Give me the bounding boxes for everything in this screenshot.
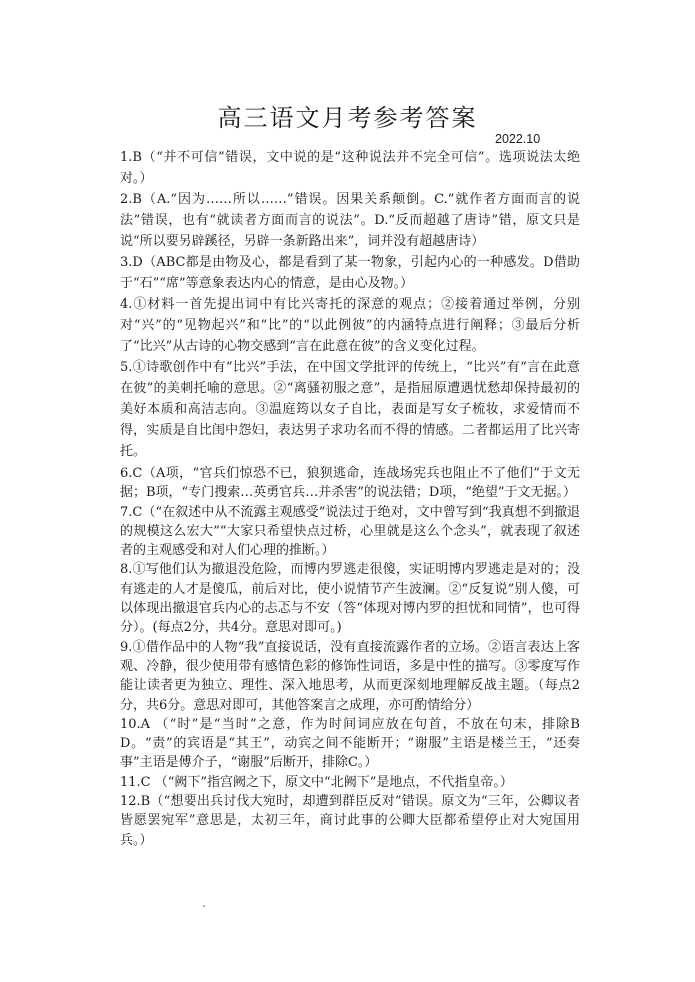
answer-item-7: 7.C（“在叙述中从不流露主观感受”说法过于绝对，文中曾写到“我真想不到撤退的规模这么宏大”“大家只希望快点过桥，心里就是这么个念头”，就表现了叙述者的主观感受和对人们心理的推断。） [120, 504, 580, 559]
answer-item-1: 1.B（“并不可信”错误，文中说的是“这种说法并不完全可信”。选项说法太绝对。） [120, 150, 580, 186]
document-title: 高三语文月考参考答案 [217, 104, 478, 132]
answer-item-2: 2.B（A.“因为……所以……”错误。因果关系颠倒。C.“就作者方面而言的说法”错误，也有“就读者方面而言的说法”。D.“反而超越了唐诗”错，原文只是说“所以要另辟蹊径，另辟一条新路出来”，词并没有超越唐诗） [120, 192, 580, 249]
answer-item-11: 11.C （“阙下”指宫阙之下，原文中“北阙下”是地点，不代指皇帝。） [120, 774, 513, 790]
answer-item-4: 4.①材料一首先提出词中有比兴寄托的深意的观点；②接着通过举例，分别对“兴”的“见物起兴”和“比”的“以此例彼”的内涵特点进行阐释；③最后分析了“比兴”从古诗的心物交感到“言在此意在彼”的含义变化过程。 [120, 297, 580, 354]
answer-item-8: 8.①写他们认为撤退没危险，而博内罗逃走很傻，实证明博内罗逃走是对的；没有逃走的人才是傻瓜，前后对比，使小说情节产生波澜。②“反复说”别人傻，可以体现出撤退官兵内心的忐忑与不安（答“体现对博内罗的担忧和同情”，也可得分）。(每点2分，共4分。意思对即可。) [120, 562, 580, 636]
answer-list [120, 147, 580, 850]
scan-speck [203, 905, 205, 907]
answer-item-10: 10.A （“时”是“当时”之意，作为时间词应放在句首，不放在句末，排除BD。“责”的宾语是“其王”，动宾之间不能断开；“谢服”主语是楼兰王，“还奏事”主语是傅介子，“谢服”后断开，排除C。） [120, 716, 580, 771]
answer-item-3: 3.D（ABC都是由物及心，都是看到了某一物象，引起内心的一种感发。D借助于“石”“席”等意象表达内心的情意，是由心及物。） [120, 255, 580, 291]
answer-item-12: 12.B（“想要出兵讨伐大宛时，却遭到群臣反对”错误。原文为“三年，公卿议者皆愿罢宛军”意思是，太初三年，商讨此事的公卿大臣都希望停止对大宛国用兵。） [120, 794, 580, 848]
document-date: 2022.10 [495, 132, 541, 146]
answer-item-6: 6.C（A项，“官兵们惊恐不已，狼狈逃命，连战场宪兵也阻止不了他们”于文无据；B项，“专门搜索…英勇官兵…并杀害”的说法错；D项，“绝望”于文无据。） [120, 466, 580, 501]
answer-item-5: 5.①诗歌创作中有“比兴”手法，在中国文学批评的传统上，“比兴”有“言在此意在彼”的美刺托喻的意思。②“离骚初服之意”，是指屈原遭遇忧愁却保持最初的美好本质和高洁志向。③温庭筠以女子自比，表面是写女子梳妆，求爱情而不得，实质是自比闺中怨妇，表达男子求功名而不得的情感。二者都运用了比兴寄托。 [120, 360, 580, 459]
answer-item-9: 9.①借作品中的人物“我”直接说话，没有直接流露作者的立场。②语言表达上客观、冷静，很少使用带有感情色彩的修饰性词语，多是中性的描写。③零度写作能让读者更为独立、理性、深入地思考，从而更深刻地理解反战主题。（每点2分，共6分。意思对即可，其他答案言之成理，亦可酌情给分） [120, 639, 580, 713]
